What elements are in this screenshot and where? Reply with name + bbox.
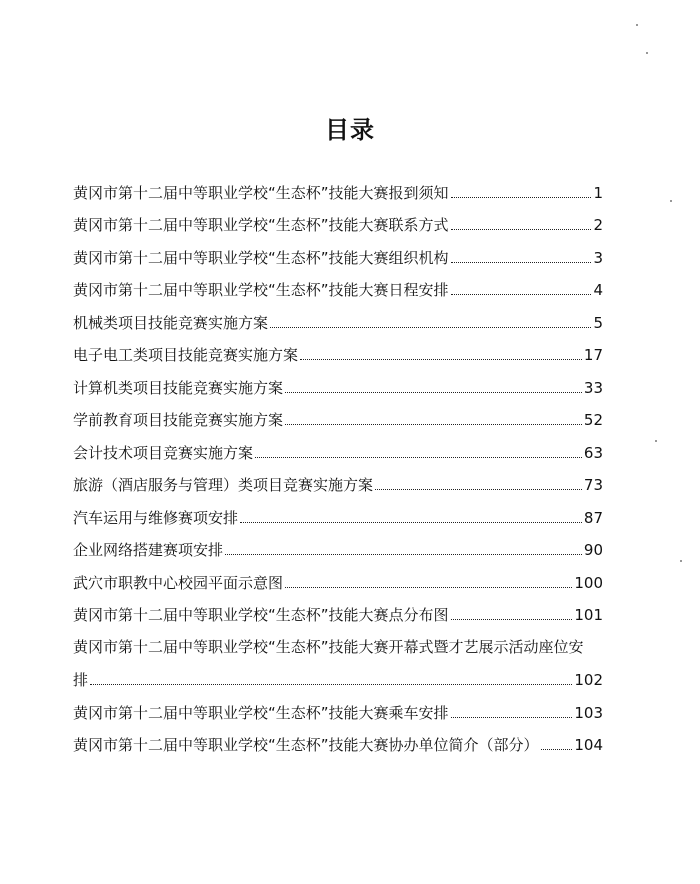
dot-leader (285, 391, 582, 393)
toc-entry-page: 52 (583, 411, 603, 429)
toc-entry[interactable] (73, 268, 603, 301)
toc-entry[interactable] (73, 365, 603, 398)
toc-entry-title: 汽车运用与维修赛项安排 (73, 508, 239, 527)
dot-leader (541, 748, 573, 750)
toc-entry-page: 5 (593, 313, 603, 332)
page-title: 目录 (325, 116, 375, 144)
toc-entry-title-line1: 黄冈市第十二届中等职业学校“生态杯”技能大赛开幕式暨才艺展示活动座位安 (73, 638, 584, 656)
dot-leader (451, 228, 592, 230)
toc-entry-title: 黄冈市第十二届中等职业学校“生态杯”技能大赛报到须知 (73, 183, 449, 202)
toc-entry-wrapped[interactable] (73, 625, 603, 690)
toc-entry-page: 104 (574, 736, 603, 754)
toc-entry-title-line2: 排 (73, 671, 89, 689)
scan-speck (636, 24, 638, 26)
dot-leader (225, 553, 582, 555)
dot-leader (375, 488, 582, 490)
toc-entry[interactable] (73, 495, 603, 528)
dot-leader (240, 521, 582, 523)
dot-leader (451, 716, 573, 718)
toc-entry[interactable] (73, 463, 603, 496)
dot-leader (270, 326, 591, 328)
toc-entry[interactable] (73, 528, 603, 561)
toc-entry[interactable] (73, 333, 603, 366)
scan-speck (670, 200, 672, 202)
toc-entry[interactable] (73, 430, 603, 463)
toc-entry[interactable] (73, 560, 603, 593)
dot-leader (451, 261, 592, 263)
scan-speck (655, 440, 657, 442)
toc-entry-title: 机械类项目技能竞赛实施方案 (73, 313, 269, 332)
toc-entry-page: 73 (583, 476, 603, 494)
toc-entry[interactable] (73, 723, 603, 756)
toc-entry-title: 黄冈市第十二届中等职业学校“生态杯”技能大赛乘车安排 (73, 703, 449, 722)
toc-entry-page: 87 (583, 508, 603, 527)
scan-speck (646, 52, 648, 54)
toc-entry-title: 旅游（酒店服务与管理）类项目竞赛实施方案 (73, 476, 374, 494)
toc-entry-title: 黄冈市第十二届中等职业学校“生态杯”技能大赛组织机构 (73, 248, 449, 267)
dot-leader (451, 196, 592, 198)
toc-entry[interactable] (73, 593, 603, 626)
table-of-contents (73, 170, 603, 755)
dot-leader (255, 456, 582, 458)
toc-entry-page: 103 (574, 703, 603, 722)
toc-entry-page: 3 (593, 248, 603, 267)
toc-entry-page: 101 (574, 606, 603, 624)
toc-entry[interactable] (73, 203, 603, 236)
toc-entry-title: 电子电工类项目技能竞赛实施方案 (73, 346, 299, 364)
scan-speck (680, 560, 682, 562)
toc-entry[interactable] (73, 300, 603, 333)
toc-entry-title: 黄冈市第十二届中等职业学校“生态杯”技能大赛点分布图 (73, 606, 449, 624)
toc-entry-title: 企业网络搭建赛项安排 (73, 541, 224, 559)
toc-entry-title: 会计技术项目竞赛实施方案 (73, 443, 254, 462)
toc-entry-page: 17 (583, 346, 603, 364)
toc-entry[interactable] (73, 398, 603, 431)
dot-leader (451, 618, 573, 620)
toc-entry-page: 1 (593, 183, 603, 202)
toc-entry-title: 黄冈市第十二届中等职业学校“生态杯”技能大赛协办单位简介（部分） (73, 736, 539, 754)
toc-entry-title: 学前教育项目技能竞赛实施方案 (73, 411, 284, 429)
toc-entry-page: 100 (574, 573, 603, 592)
dot-leader (451, 293, 592, 295)
dot-leader (90, 683, 572, 685)
dot-leader (285, 586, 572, 588)
toc-entry-page: 33 (583, 378, 603, 397)
toc-entry[interactable] (73, 235, 603, 268)
toc-entry[interactable] (73, 690, 603, 723)
toc-entry-page: 4 (593, 281, 603, 299)
toc-entry-page: 90 (583, 541, 603, 559)
toc-entry-title: 黄冈市第十二届中等职业学校“生态杯”技能大赛联系方式 (73, 216, 449, 234)
dot-leader (300, 358, 582, 360)
toc-entry-page: 2 (593, 216, 603, 234)
toc-entry-title: 黄冈市第十二届中等职业学校“生态杯”技能大赛日程安排 (73, 281, 449, 299)
toc-entry[interactable] (73, 170, 603, 203)
dot-leader (285, 423, 582, 425)
toc-entry-page: 102 (574, 671, 603, 689)
toc-entry-title: 武穴市职教中心校园平面示意图 (73, 573, 284, 592)
toc-entry-page: 63 (583, 443, 603, 462)
toc-entry-title: 计算机类项目技能竞赛实施方案 (73, 378, 284, 397)
toc-entry-line2 (73, 658, 603, 691)
